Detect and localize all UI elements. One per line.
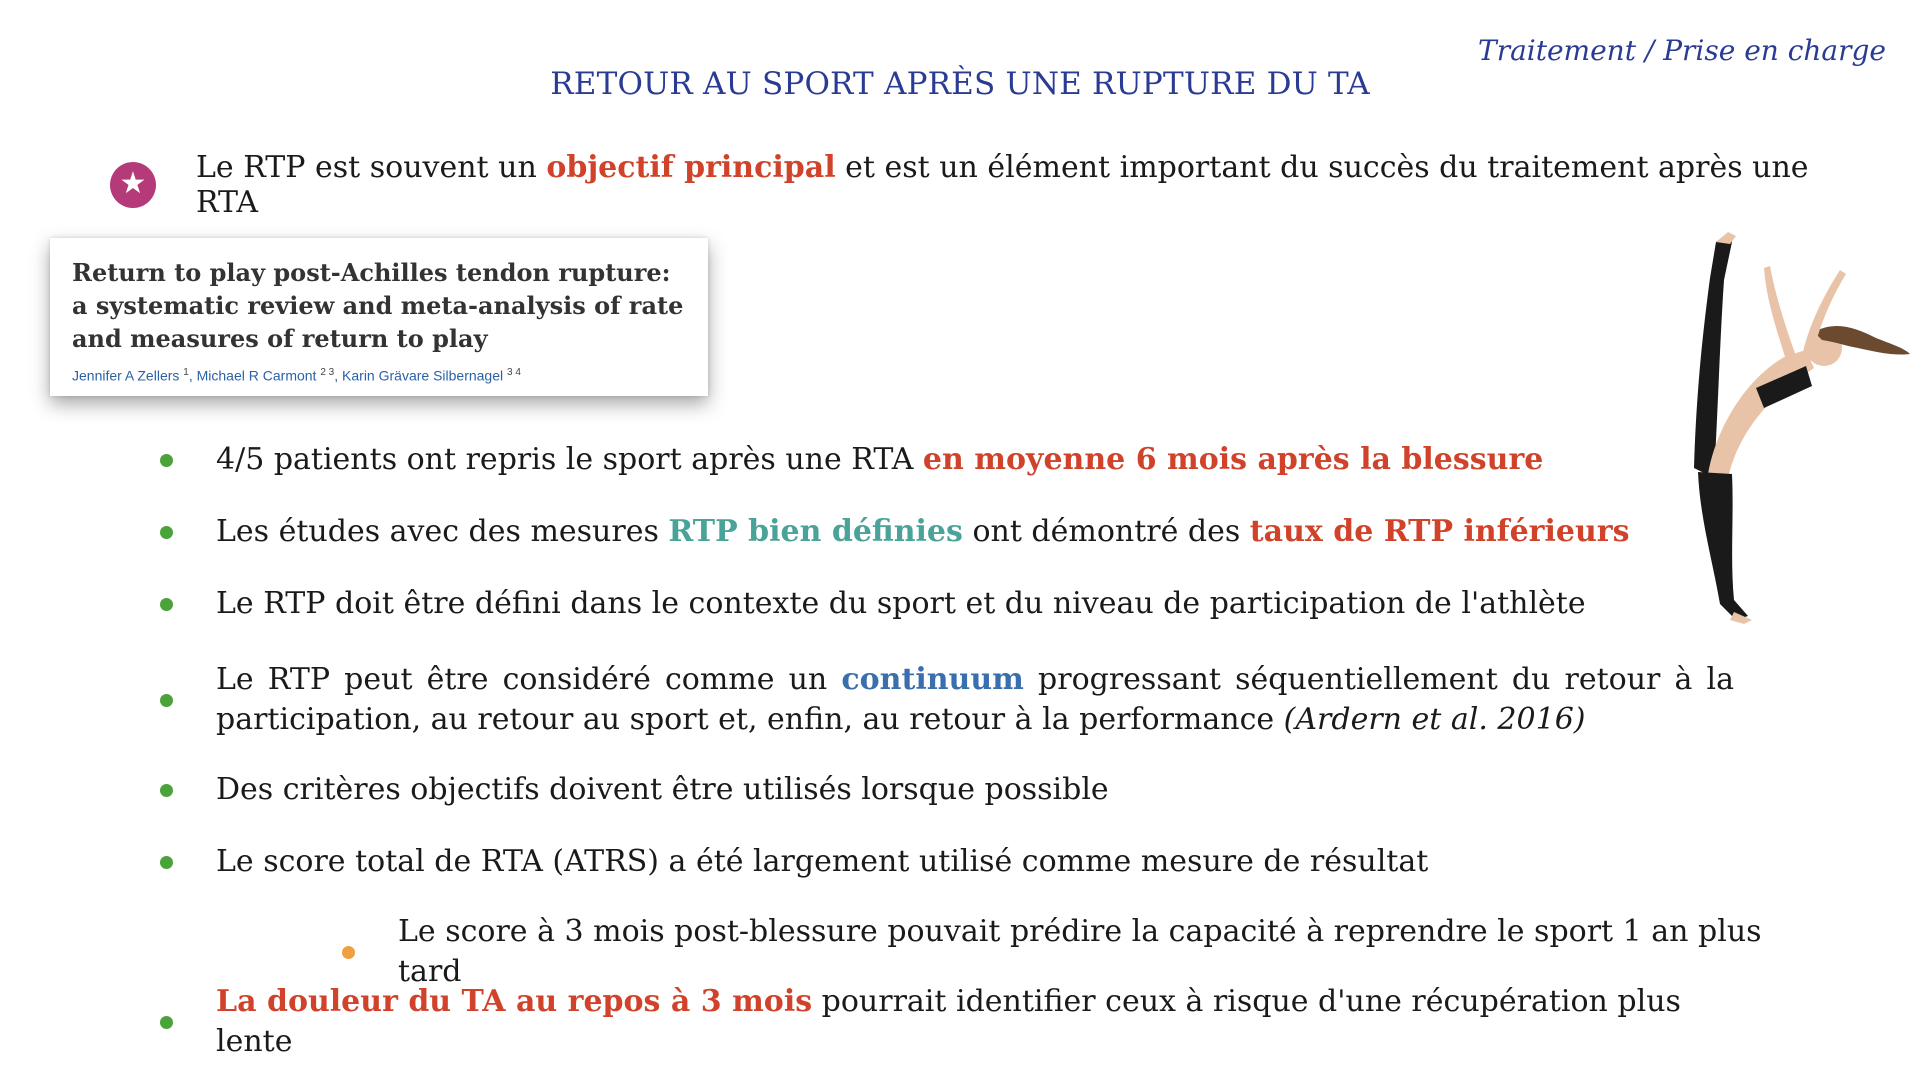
- bullet-item: [160, 440, 1740, 480]
- bullet-item: [160, 842, 1740, 882]
- bullet-highlight: RTP bien définies: [668, 514, 963, 549]
- bullet-item: [160, 982, 1740, 1062]
- bullet-dot: [160, 598, 173, 611]
- author-affiliation: 2 3: [320, 367, 335, 378]
- author-link[interactable]: Jennifer A Zellers: [72, 367, 180, 384]
- bullet-text: pourrait identifier ceux à risque d'une récupération plus lente: [216, 984, 1681, 1059]
- intro-text-before: Le RTP est souvent un: [196, 150, 547, 185]
- bullet-text: progressant séquentiellement du retour à la participation, au retour au sport et, enfin, au retour à la performance: [216, 662, 1734, 737]
- bullet-text: Le score total de RTA (ATRS) a été largement utilisé comme mesure de résultat: [216, 844, 1429, 879]
- bullet-text: Le score à 3 mois post-blessure pouvait prédire la capacité à reprendre le sport 1 an plus tard: [398, 914, 1762, 989]
- bullet-dot: [160, 784, 173, 797]
- author-link[interactable]: Karin Grävare Silbernagel: [342, 367, 504, 384]
- bullet-text: Les études avec des mesures: [216, 514, 669, 549]
- dancer-illustration: [1636, 228, 1912, 628]
- bullet-highlight: taux de RTP inférieurs: [1249, 514, 1630, 549]
- bullet-dot: [160, 694, 173, 707]
- slide-title: RETOUR AU SPORT APRÈS UNE RUPTURE DU TA: [550, 66, 1370, 102]
- author-affiliation: 3 4: [507, 367, 521, 378]
- star-icon: ★: [110, 162, 156, 208]
- bullet-text: Des critères objectifs doivent être utilisés lorsque possible: [216, 772, 1109, 807]
- section-label: Traitement / Prise en charge: [1478, 34, 1886, 67]
- paper-reference-card: [50, 238, 708, 396]
- bullet-highlight: en moyenne 6 mois après la blessure: [922, 442, 1544, 477]
- author-link[interactable]: Michael R Carmont: [196, 367, 317, 384]
- bullet-text: 4/5 patients ont repris le sport après une RTA: [216, 442, 923, 477]
- intro-statement: [110, 150, 1810, 220]
- sub-bullet-dot: [342, 946, 355, 959]
- bullet-dot: [160, 1016, 173, 1029]
- author-affiliation: 1: [183, 367, 189, 378]
- bullet-text: Le RTP peut être considéré comme un: [216, 662, 842, 697]
- paper-authors: Jennifer A Zellers $^1$, Michael R Carmont $^{2 3}$, Karin Grävare Silbernagel $^{3 4}$: [72, 367, 521, 384]
- bullet-dot: [160, 526, 173, 539]
- bullet-text: Le RTP doit être défini dans le contexte du sport et du niveau de participation de l'athlète: [216, 586, 1586, 621]
- sub-bullet-item: [342, 912, 1792, 992]
- intro-text-after: et est un élément important du succès du traitement après une RTA: [196, 150, 1809, 220]
- bullet-text: ont démontré des: [962, 514, 1250, 549]
- bullet-item: [160, 512, 1740, 552]
- bullet-item: [160, 660, 1740, 740]
- intro-text: [196, 150, 1810, 220]
- bullet-dot: [160, 454, 173, 467]
- paper-title: Return to play post-Achilles tendon rupture: a systematic review and meta-analysis of rate and measures of return to play: [72, 258, 684, 353]
- intro-highlight: objectif principal: [546, 150, 836, 185]
- bullet-item: [160, 584, 1740, 624]
- bullet-highlight: continuum: [841, 662, 1024, 697]
- bullet-item: [160, 770, 1740, 810]
- citation: (Ardern et al. 2016): [1283, 702, 1586, 737]
- bullet-highlight: La douleur du TA au repos à 3 mois: [216, 984, 813, 1019]
- bullet-dot: [160, 856, 173, 869]
